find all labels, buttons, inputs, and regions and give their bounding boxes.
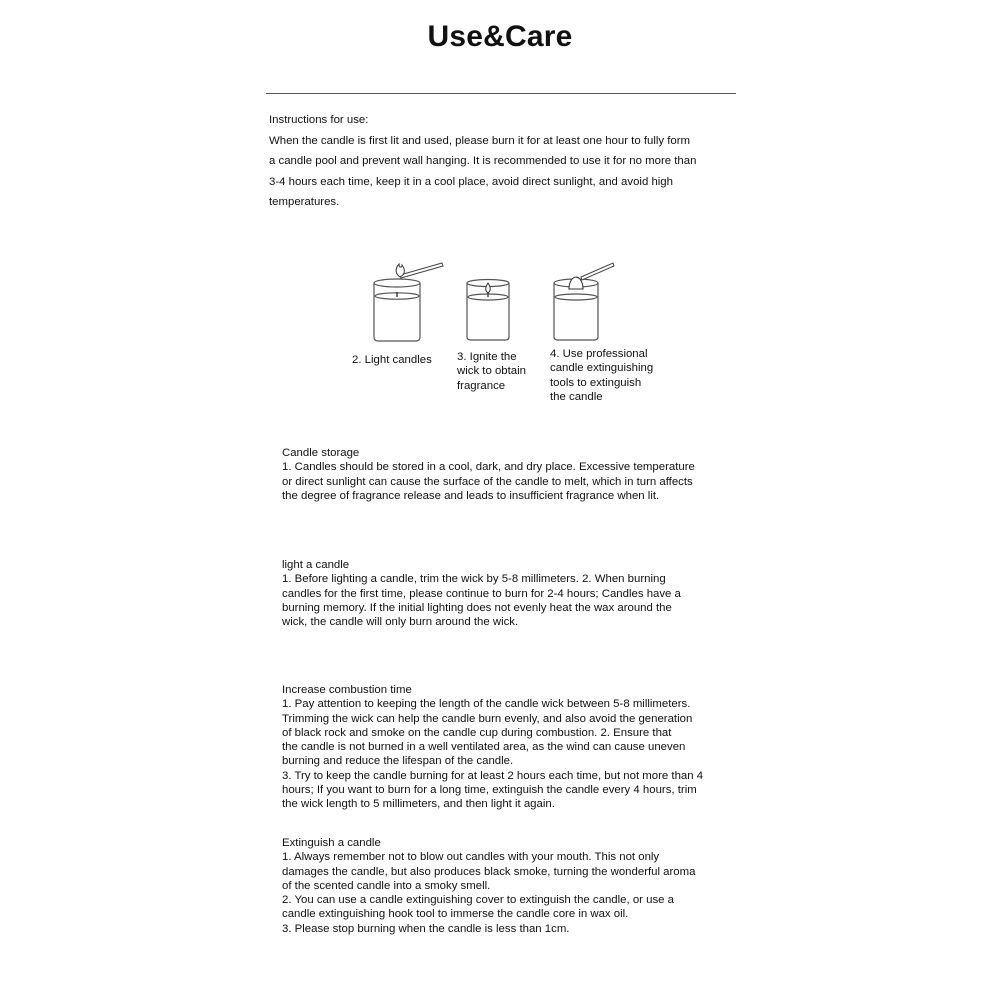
instructions-line: 3-4 hours each time, keep it in a cool place, avoid direct sunlight, and avoid high [269,175,673,188]
lit-candle-icon [455,265,525,345]
section-line: Trimming the wick can help the candle burn evenly, and also avoid the generation [282,712,693,725]
section-extinguish-a-candle [282,836,742,936]
section-candle-storage [282,446,742,503]
page-title: Use&Care [427,20,573,53]
section-line: the degree of fragrance release and leads to insufficient fragrance when lit. [282,489,660,502]
title-divider [266,93,736,94]
section-line: 2. You can use a candle extinguishing cover to extinguish the candle, or use a [282,894,674,907]
section-line: of black rock and smoke on the candle cup during combustion. 2. Ensure that [282,726,672,739]
instructions-heading: Instructions for use: [269,114,369,126]
candle-snuffer-icon [545,255,625,345]
section-line: hours; If you want to burn for a long time, extinguish the candle every 4 hours, trim [282,784,697,797]
section-heading: light a candle [282,559,350,571]
section-line: 3. Please stop burning when the candle is less than 1cm. [282,922,570,935]
instructions-line: temperatures. [269,196,340,208]
section-line: or direct sunlight can cause the surface of the candle to melt, which in turn affects [282,475,693,488]
instructions-block [269,110,739,213]
section-line: damages the candle, but also produces black smoke, turning the wonderful aroma [282,865,696,878]
section-line: the wick length to 5 millimeters, and then light it again. [282,798,555,811]
section-heading: Increase combustion time [282,684,412,696]
step-caption-extinguish: 4. Use professional candle extinguishing tools to extinguish the candle [550,348,654,404]
step-caption-ignite: 3. Ignite the wick to obtain fragrance [457,351,527,392]
candle-with-match-icon [360,255,450,345]
step-caption-light: 2. Light candles [352,354,432,366]
section-line: burning memory. If the initial lighting does not evenly heat the wax around the [282,601,672,614]
section-line: 1. Always remember not to blow out candles with your mouth. This not only [282,851,660,864]
section-line: 1. Candles should be stored in a cool, dark, and dry place. Excessive temperature [282,461,695,474]
section-line: 1. Pay attention to keeping the length of the candle wick between 5-8 millimeters. [282,698,691,711]
section-line: 1. Before lighting a candle, trim the wick by 5-8 millimeters. 2. When burning [282,573,666,586]
section-light-a-candle [282,558,742,629]
section-line: candles for the first time, please continue to burn for 2-4 hours; Candles have a [282,587,681,600]
section-line: burning and reduce the lifespan of the candle. [282,755,514,768]
section-line: of the scented candle into a smoky smell. [282,879,491,892]
instructions-line: a candle pool and prevent wall hanging. It is recommended to use it for no more than [269,155,697,167]
section-line: the candle is not burned in a well ventilated area, as the wind can cause uneven [282,741,686,754]
section-heading: Candle storage [282,447,360,459]
section-increase-combustion-time [282,683,742,812]
instructions-line: When the candle is first lit and used, please burn it for at least one hour to fully form [269,134,691,147]
section-heading: Extinguish a candle [282,837,381,849]
section-line: candle extinguishing hook tool to immerse the candle core in wax oil. [282,908,629,921]
section-line: wick, the candle will only burn around the wick. [282,616,519,629]
section-line: 3. Try to keep the candle burning for at least 2 hours each time, but not more than 4 [282,769,704,782]
